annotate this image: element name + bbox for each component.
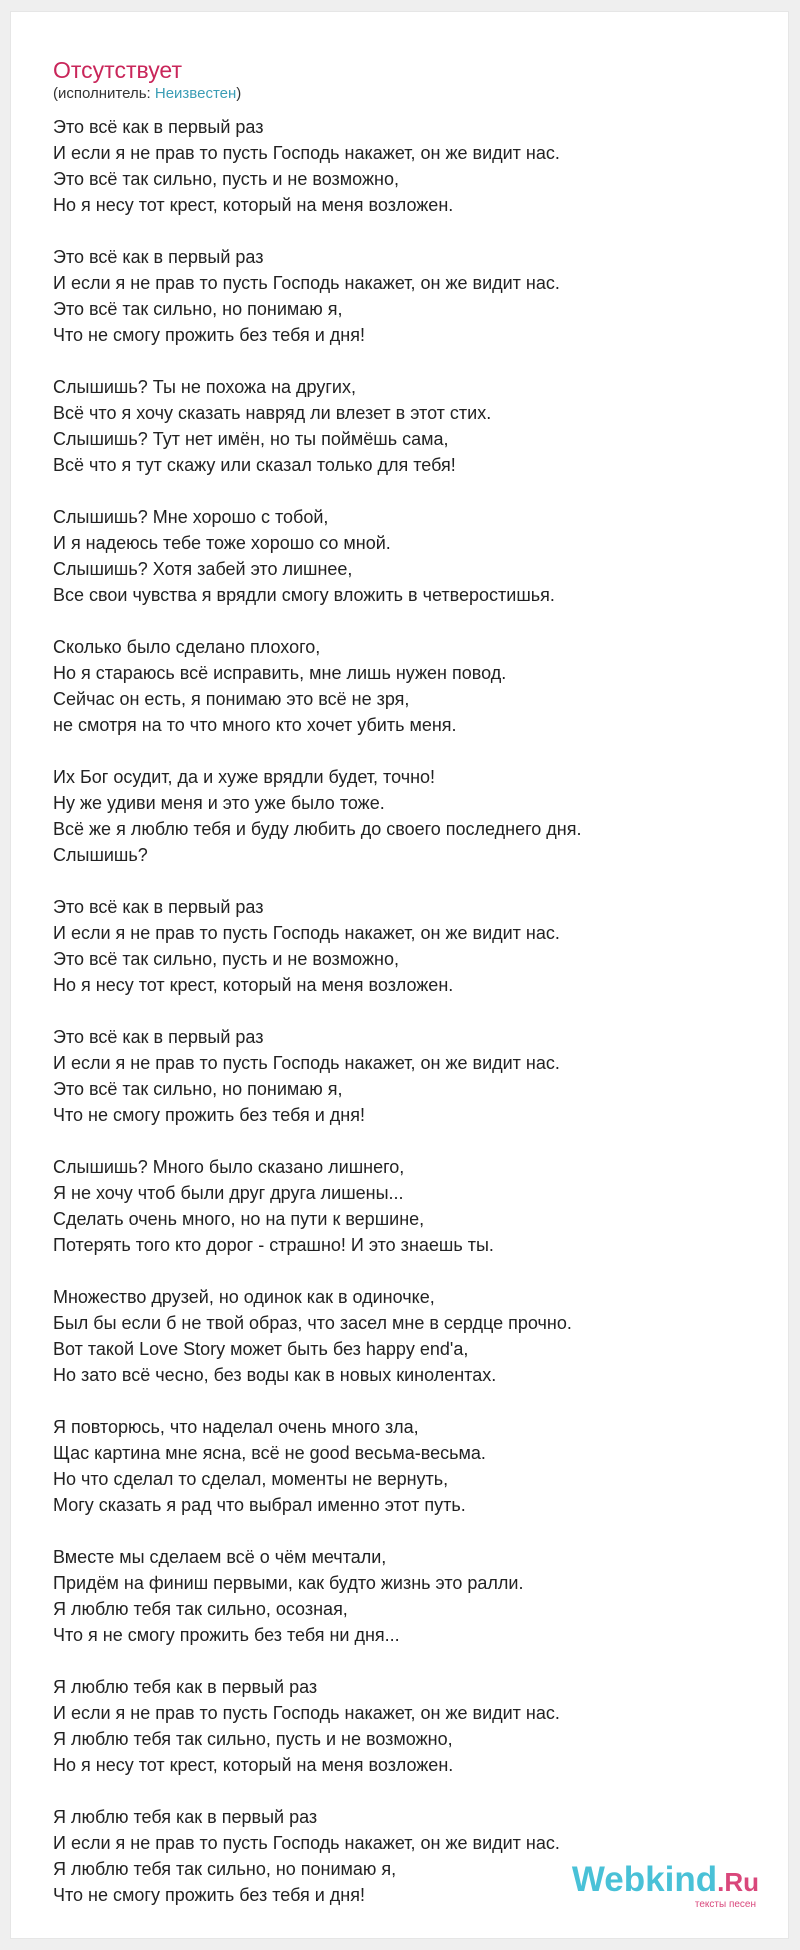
lyric-line: Всё что я хочу сказать навряд ли влезет в этот стих. [53,403,492,423]
lyric-line: И если я не прав то пусть Господь накажет, он же видит нас. [53,1833,560,1853]
lyric-line: Это всё как в первый раз [53,897,264,917]
lyrics-stanza [53,634,773,738]
lyric-line: Но что сделал то сделал, моменты не вернуть, [53,1469,449,1489]
lyrics-stanza [53,374,773,478]
lyric-line: Сколько было сделано плохого, [53,637,321,657]
lyric-line: Что не смогу прожить без тебя и дня! [53,325,365,345]
lyric-line: Все свои чувства я врядли смогу вложить в четверостишья. [53,585,555,605]
lyrics-stanza [53,1024,773,1128]
lyrics-stanza [53,114,773,218]
lyric-line: Это всё как в первый раз [53,247,264,267]
lyric-line: Сделать очень много, но на пути к вершине, [53,1209,425,1229]
lyrics-stanza [53,1414,773,1518]
lyric-line: Но зато всё чесно, без воды как в новых кинолентах. [53,1365,497,1385]
song-title: Отсутствует [53,57,182,83]
lyric-line: Ну же удиви меня и это уже было тоже. [53,793,385,813]
lyric-line: Слышишь? Много было сказано лишнего, [53,1157,405,1177]
lyric-line: Слышишь? Тут нет имён, но ты поймёшь сама, [53,429,449,449]
lyric-line: И если я не прав то пусть Господь накажет, он же видит нас. [53,1053,560,1073]
lyric-line: Это всё так сильно, пусть и не возможно, [53,949,399,969]
lyric-line: И я надеюсь тебе тоже хорошо со мной. [53,533,391,553]
lyric-line: Это всё так сильно, но понимаю я, [53,1079,343,1099]
site-logo[interactable] [559,1861,759,1901]
lyric-line: Вместе мы сделаем всё о чём мечтали, [53,1547,387,1567]
lyrics-card [10,11,789,1939]
lyric-line: Потерять того кто дорог - страшно! И это знаешь ты. [53,1235,494,1255]
lyric-line: Слышишь? Ты не похожа на других, [53,377,356,397]
lyric-line: не смотря на то что много кто хочет убить меня. [53,715,457,735]
lyric-line: Что не смогу прожить без тебя и дня! [53,1105,365,1125]
lyric-line: Множество друзей, но одинок как в одиночке, [53,1287,435,1307]
site-tagline: тексты песен [694,1899,756,1910]
lyrics-stanza [53,894,773,998]
lyric-line: Я люблю тебя так сильно, но понимаю я, [53,1859,397,1879]
lyric-line: Всё же я люблю тебя и буду любить до своего последнего дня. [53,819,582,839]
lyric-line: И если я не прав то пусть Господь накажет, он же видит нас. [53,273,560,293]
lyrics-stanza [53,1154,773,1258]
lyric-line: И если я не прав то пусть Господь накажет, он же видит нас. [53,143,560,163]
lyric-line: Что не смогу прожить без тебя и дня! [53,1885,365,1905]
lyric-line: Был бы если б не твой образ, что засел мне в сердце прочно. [53,1313,572,1333]
lyric-line: Это всё как в первый раз [53,1027,264,1047]
lyrics-stanza [53,1284,773,1388]
lyric-line: Но я несу тот крест, который на меня возложен. [53,195,454,215]
lyric-line: Я люблю тебя так сильно, пусть и не возможно, [53,1729,453,1749]
lyrics-stanza [53,764,773,868]
lyrics-body [53,114,773,1934]
lyric-line: Сейчас он есть, я понимаю это всё не зря, [53,689,410,709]
logo-main: Webkind [571,1860,718,1899]
lyric-line: Я люблю тебя как в первый раз [53,1677,318,1697]
lyric-line: Придём на финиш первыми, как будто жизнь это ралли. [53,1573,524,1593]
lyric-line: Могу сказать я рад что выбрал именно этот путь. [53,1495,466,1515]
lyrics-stanza [53,1674,773,1778]
artist-prefix: (исполнитель: [53,85,155,102]
lyric-line: Я не хочу чтоб были друг друга лишены... [53,1183,404,1203]
lyric-line: Что я не смогу прожить без тебя ни дня... [53,1625,400,1645]
artist-link[interactable]: Неизвестен [154,85,237,102]
lyric-line: Я люблю тебя так сильно, осозная, [53,1599,348,1619]
lyrics-stanza [53,1544,773,1648]
lyric-line: Но я несу тот крест, который на меня возложен. [53,975,454,995]
artist-suffix: ) [236,85,242,102]
lyric-line: Это всё так сильно, но понимаю я, [53,299,343,319]
site-brand[interactable] [559,1861,759,1911]
lyric-line: И если я не прав то пусть Господь накажет, он же видит нас. [53,923,560,943]
lyric-line: Слышишь? [53,845,148,865]
lyric-line: Их Бог осудит, да и хуже врядли будет, точно! [53,767,436,787]
lyric-line: Это всё так сильно, пусть и не возможно, [53,169,399,189]
lyrics-stanza [53,244,773,348]
lyric-line: Всё что я тут скажу или сказал только для тебя! [53,455,456,475]
lyric-line: Вот такой Love Story может быть без happy end'a, [53,1339,469,1359]
lyric-line: Это всё как в первый раз [53,117,264,137]
lyric-line: Я люблю тебя как в первый раз [53,1807,318,1827]
lyric-line: И если я не прав то пусть Господь накажет, он же видит нас. [53,1703,560,1723]
lyric-line: Слышишь? Мне хорошо с тобой, [53,507,329,527]
lyric-line: Но я стараюсь всё исправить, мне лишь нужен повод. [53,663,507,683]
lyrics-stanza [53,504,773,608]
lyric-line: Щас картина мне ясна, всё не good весьма-весьма. [53,1443,486,1463]
lyric-line: Слышишь? Хотя забей это лишнее, [53,559,353,579]
logo-suffix: .Ru [717,1867,759,1897]
lyric-line: Я повторюсь, что наделал очень много зла, [53,1417,419,1437]
artist-line [53,85,241,103]
lyric-line: Но я несу тот крест, который на меня возложен. [53,1755,454,1775]
